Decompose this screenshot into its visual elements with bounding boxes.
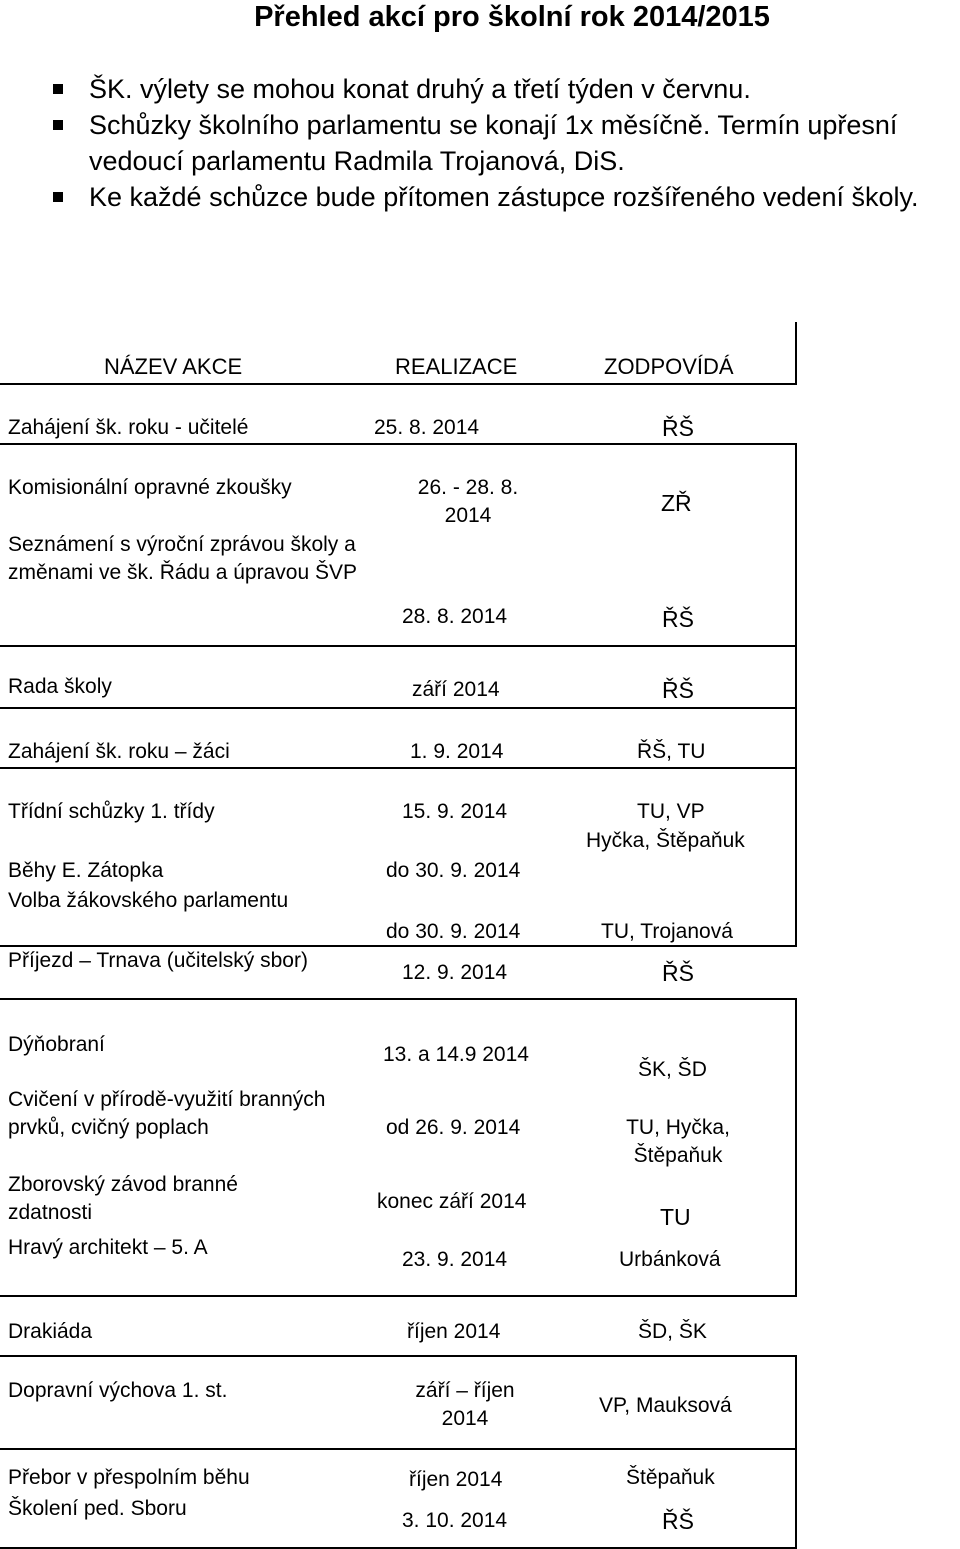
event-name: Volba žákovského parlamentu — [8, 889, 289, 912]
event-date: do 30. 9. 2014 — [386, 920, 521, 943]
event-responsible: ŘŠ — [662, 415, 694, 441]
notes-list — [44, 71, 960, 215]
event-responsible: ŘŠ — [662, 677, 694, 703]
event-date: 1. 9. 2014 — [410, 740, 504, 763]
event-date: konec září 2014 — [377, 1190, 527, 1213]
event-responsible: VP, Mauksová — [599, 1394, 732, 1417]
table-border — [795, 767, 797, 947]
column-header-responsible: ZODPOVÍDÁ — [604, 354, 734, 379]
event-date: září – říjen 2014 — [415, 1379, 515, 1430]
event-responsible: TU — [660, 1204, 691, 1230]
table-rule — [0, 767, 797, 769]
event-responsible: ŘŠ — [662, 1508, 694, 1534]
event-name: Zborovský závod branné zdatnosti — [8, 1173, 238, 1224]
square-bullet-icon — [53, 192, 63, 202]
event-name: Dopravní výchova 1. st. — [8, 1379, 228, 1402]
table-rule — [0, 645, 797, 647]
event-responsible: ŠD, ŠK — [638, 1320, 707, 1343]
event-name: Dýňobraní — [8, 1033, 105, 1056]
event-name: Rada školy — [8, 675, 112, 698]
table-rule — [0, 998, 797, 1000]
event-name: Zahájení šk. roku – žáci — [8, 740, 230, 763]
event-name: Přebor v přespolním běhu — [8, 1466, 250, 1489]
event-responsible: ŘŠ, TU — [637, 740, 706, 763]
table-border — [795, 645, 797, 769]
table-rule — [0, 443, 797, 445]
square-bullet-icon — [53, 120, 63, 130]
note-item — [44, 71, 960, 107]
event-name: Příjezd – Trnava (učitelský sbor) — [8, 949, 308, 972]
table-border — [795, 998, 797, 1297]
event-responsible: Štěpaňuk — [626, 1466, 715, 1489]
event-date: 3. 10. 2014 — [402, 1509, 508, 1532]
table-border — [795, 1355, 797, 1449]
event-date: říjen 2014 — [409, 1468, 503, 1491]
event-name: Třídní schůzky 1. třídy — [8, 800, 215, 823]
event-name: Drakiáda — [8, 1320, 93, 1343]
note-text: Ke každé schůzce bude přítomen zástupce rozšířeného vedení školy. — [89, 182, 919, 212]
event-name: Seznámení s výroční zprávou školy a změnami ve šk. Řádu a úpravou ŠVP — [8, 533, 358, 584]
event-date: 25. 8. 2014 — [374, 416, 480, 439]
event-name: Školení ped. Sboru — [8, 1497, 187, 1520]
note-text: ŠK. výlety se mohou konat druhý a třetí týden v červnu. — [89, 74, 751, 104]
page-title: Přehled akcí pro školní rok 2014/2015 — [254, 1, 770, 33]
event-date: do 30. 9. 2014 — [386, 859, 521, 882]
event-responsible: ŠK, ŠD — [638, 1058, 707, 1081]
event-responsible: Hyčka, Štěpaňuk — [586, 829, 745, 852]
note-item — [44, 107, 960, 179]
event-date: 13. a 14.9 2014 — [383, 1043, 529, 1066]
event-date: 26. - 28. 8. 2014 — [417, 476, 519, 527]
table-rule — [0, 1355, 797, 1357]
event-name: Zahájení šk. roku - učitelé — [8, 416, 249, 439]
event-date: září 2014 — [412, 678, 500, 701]
note-item — [44, 179, 960, 215]
event-date: 12. 9. 2014 — [402, 961, 508, 984]
event-date: 23. 9. 2014 — [402, 1248, 508, 1271]
table-rule — [0, 1448, 797, 1450]
table-border — [795, 322, 797, 385]
column-header-name: NÁZEV AKCE — [104, 354, 243, 379]
event-responsible: ZŘ — [661, 490, 692, 516]
column-header-date: REALIZACE — [395, 354, 518, 379]
table-border — [795, 1448, 797, 1549]
square-bullet-icon — [53, 84, 63, 94]
event-name: Cvičení v přírodě-využití branných prvků, cvičný poplach — [8, 1088, 326, 1139]
event-date: říjen 2014 — [407, 1320, 501, 1343]
event-responsible: ŘŠ — [662, 606, 694, 632]
event-responsible: TU, Hyčka, Štěpaňuk — [626, 1116, 730, 1167]
event-name: Komisionální opravné zkoušky — [8, 476, 292, 499]
table-rule — [0, 707, 797, 709]
table-border — [795, 443, 797, 646]
event-date: od 26. 9. 2014 — [386, 1116, 521, 1139]
event-date: 15. 9. 2014 — [402, 800, 508, 823]
event-responsible: TU, Trojanová — [601, 920, 733, 943]
event-responsible: TU, VP — [637, 800, 705, 823]
event-responsible: Urbánková — [619, 1248, 721, 1271]
table-rule — [0, 383, 797, 385]
note-text: Schůzky školního parlamentu se konají 1x měsíčně. Termín upřesní vedoucí parlamentu Radmila Trojanová, DiS. — [89, 110, 898, 176]
event-responsible: ŘŠ — [662, 960, 694, 986]
event-name: Běhy E. Zátopka — [8, 859, 164, 882]
event-date: 28. 8. 2014 — [402, 605, 508, 628]
event-name: Hravý architekt – 5. A — [8, 1236, 208, 1259]
table-rule — [0, 1295, 797, 1297]
